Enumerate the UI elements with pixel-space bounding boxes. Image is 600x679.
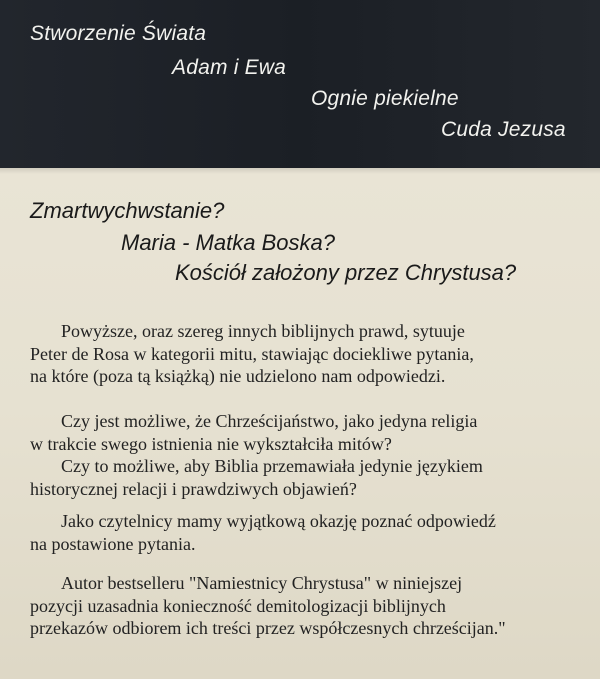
paragraph-line: w trakcie swego istnienia nie wykształciła mitów? — [30, 433, 392, 454]
paragraph-line: przekazów odbiorem ich treści przez współczesnych chrześcijan." — [30, 618, 506, 638]
paragraph-line: Czy to możliwe, aby Biblia przemawiała jedynie językiem — [61, 456, 483, 476]
paragraph-line: historycznej relacji i prawdziwych objawień? — [30, 478, 357, 499]
paragraph-line: na postawione pytania. — [30, 533, 196, 554]
paragraph-author — [30, 572, 575, 640]
question-church: Kościół założony przez Chrystusa? — [175, 260, 517, 285]
paragraph-line: pozycji uzasadnia konieczność demitologizacji biblijnych — [30, 595, 446, 616]
paragraph-line: Jako czytelnicy mamy wyjątkową okazję poznać odpowiedź — [61, 511, 496, 531]
paragraph-line: Peter de Rosa w kategorii mitu, stawiając dociekliwe pytania, — [30, 343, 474, 364]
question-mary: Maria - Matka Boska? — [121, 230, 335, 255]
paragraph-line: na które (poza tą książką) nie udzielono nam odpowiedzi. — [30, 366, 446, 386]
question-resurrection: Zmartwychwstanie? — [30, 198, 225, 223]
paragraph-readers — [30, 510, 575, 555]
band-shadow — [0, 168, 600, 174]
paragraph-line: Autor bestselleru "Namiestnicy Chrystusa" w niniejszej — [61, 573, 463, 593]
paragraph-line: Czy jest możliwe, że Chrześcijaństwo, jako jedyna religia — [61, 411, 478, 431]
band-title-miracles: Cuda Jezusa — [441, 118, 566, 141]
band-title-adam-eve: Adam i Ewa — [172, 56, 287, 79]
band-title-creation: Stworzenie Świata — [30, 22, 207, 45]
paragraph-line: Powyższe, oraz szereg innych biblijnych prawd, sytuuje — [61, 321, 465, 341]
band-title-hellfire: Ognie piekielne — [311, 87, 459, 110]
paragraph-intro — [30, 320, 575, 388]
title-band — [0, 0, 600, 168]
paragraph-questions — [30, 410, 575, 500]
